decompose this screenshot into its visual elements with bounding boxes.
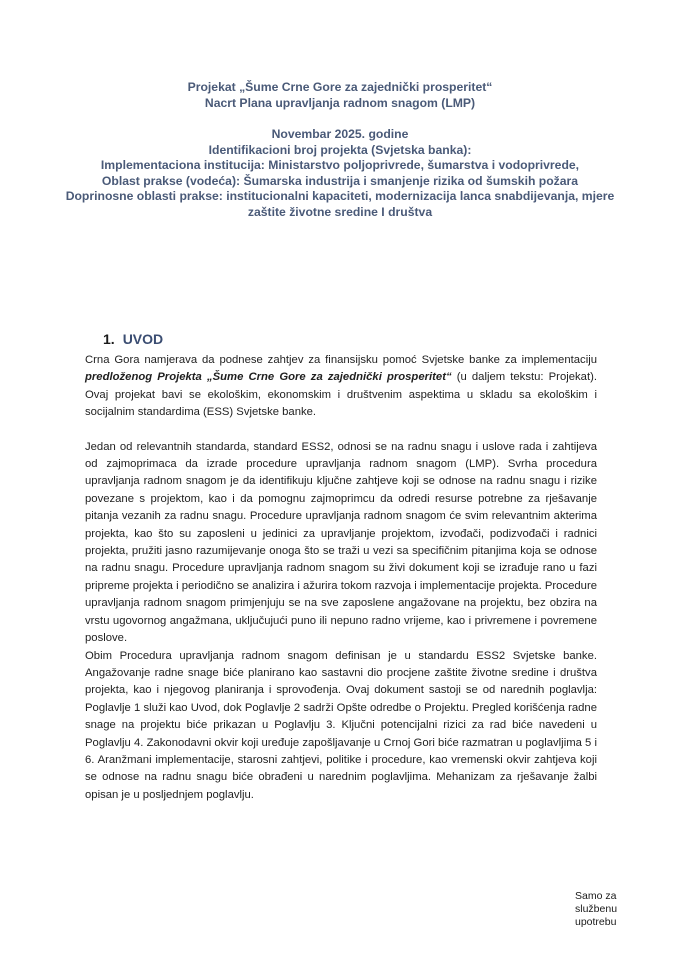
section-title: UVOD xyxy=(122,331,164,347)
classification-line-2: službenu xyxy=(575,903,618,916)
project-title: Projekat „Šume Crne Gore za zajednički prosperitet“ xyxy=(187,80,493,94)
section-heading xyxy=(103,331,163,347)
project-id-label: Identifikacioni broj projekta (Svjetska banka): xyxy=(208,142,472,157)
paragraph-intro-text-cont: (u daljem tekstu: Projekat). Ovaj projekat bavi se ekološkim, ekonomskim i društvenim aspektima u skladu sa ekološkim i socijalnim standardima (ESS) Svjetske banke. xyxy=(85,371,597,419)
document-body xyxy=(85,352,597,804)
document-title: Nacrt Plana upravljanja radnom snagom (LMP) xyxy=(204,95,476,110)
classification-note xyxy=(575,890,655,930)
contributing-practice-areas: Doprinosne oblasti prakse: institucionalni kapaciteti, modernizacija lanca snabdijevanja, mjere xyxy=(65,189,615,203)
paragraph-intro-text: Crna Gora namjerava da podnese zahtjev za finansijsku pomoć Svjetske banke za implementaciju xyxy=(85,354,597,366)
contributing-practice-areas-cont: zaštite životne sredine I društva xyxy=(247,204,433,219)
classification-line-3: upotrebu xyxy=(575,916,617,929)
document-date: Novembar 2025. godine xyxy=(271,127,409,141)
paragraph-ess2: Jedan od relevantnih standarda, standard ESS2, odnosi se na radnu snagu i uslove rada i zahtijeva od zajmoprimaca da izrade procedure upravljanja radnom snagom (LMP). Svrha procedura upravljanja radnom snagom je da identifikuju ključne zahtjeve koji se odnose na radnu snagu i rizike povezane s projektom, kao i da pomognu zajmoprimcu da odredi resurse potrebne za rješavanje pitanja vezanih za radnu snagu. Procedure upravljanja radnom snagom će svim relevantnim akterima projekta, kao što su zaposleni u jedinici za upravljanje projektom, izvođači, podizvođači i radnici projekta, pružiti jasno razumijevanje onoga što se traži u vezi sa specifičnim pitanjima koja se odnose na radnu snagu. Procedure upravljanja radnom snagom su živi dokument koji se izrađuje rano u fazi pripreme projekta i periodično se analizira i ažurira tokom razvoja i implementacije projekta. Procedure upravljanja radnom snagom primjenjuju se na sve zaposlene angažovane na projektu, bez obzira na vrstu ugovornog angažmana, uključujući puno ili nepuno radno vrijeme, kao i privremene i povremene poslove. xyxy=(85,440,597,645)
classification-line-1: Samo za xyxy=(575,890,617,902)
paragraph-scope: Obim Procedura upravljanja radnom snagom definisan je u standardu ESS2 Svjetske banke. Angažovanje radne snage biće planirano kao sastavni dio procjene zaštite životne sredine i društva projekta, kao i njegovog planiranja i sprovođenja. Ovaj dokument sastoji se od narednih poglavlja: Poglavlje 1 služi kao Uvod, dok Poglavlje 2 sadrži Opšte odredbe o Projektu. Pregled korišćenja radne snage na projektu biće prikazan u Poglavlju 3. Ključni potencijalni rizici za rad biće navedeni u Poglavlju 4. Zakonodavni okvir koji uređuje zapošljavanje u Crnoj Gori biće razmatran u poglavljima 5 i 6. Aranžmani implementacije, starosni zahtjevi, politike i procedure, kao vremenski okvir zahtjeva koji se odnose na radnu snagu biće obrađeni u narednim poglavljima. Mehanizam za rješavanje žalbi opisan je u posljednjem poglavlju. xyxy=(85,649,597,801)
practice-area-lead: Oblast prakse (vodeća): Šumarska industrija i smanjenje rizika od šumskih požara xyxy=(101,173,579,188)
paragraph-intro xyxy=(85,352,597,422)
section-number: 1. xyxy=(103,331,115,347)
project-name-emphasis: predloženog Projekta „Šume Crne Gore za zajednički prosperitet“ xyxy=(85,371,452,384)
implementing-institution: Implementaciona institucija: Ministarstvo poljoprivrede, šumarstva i vodoprivrede, xyxy=(100,158,580,172)
document-header xyxy=(60,80,620,220)
